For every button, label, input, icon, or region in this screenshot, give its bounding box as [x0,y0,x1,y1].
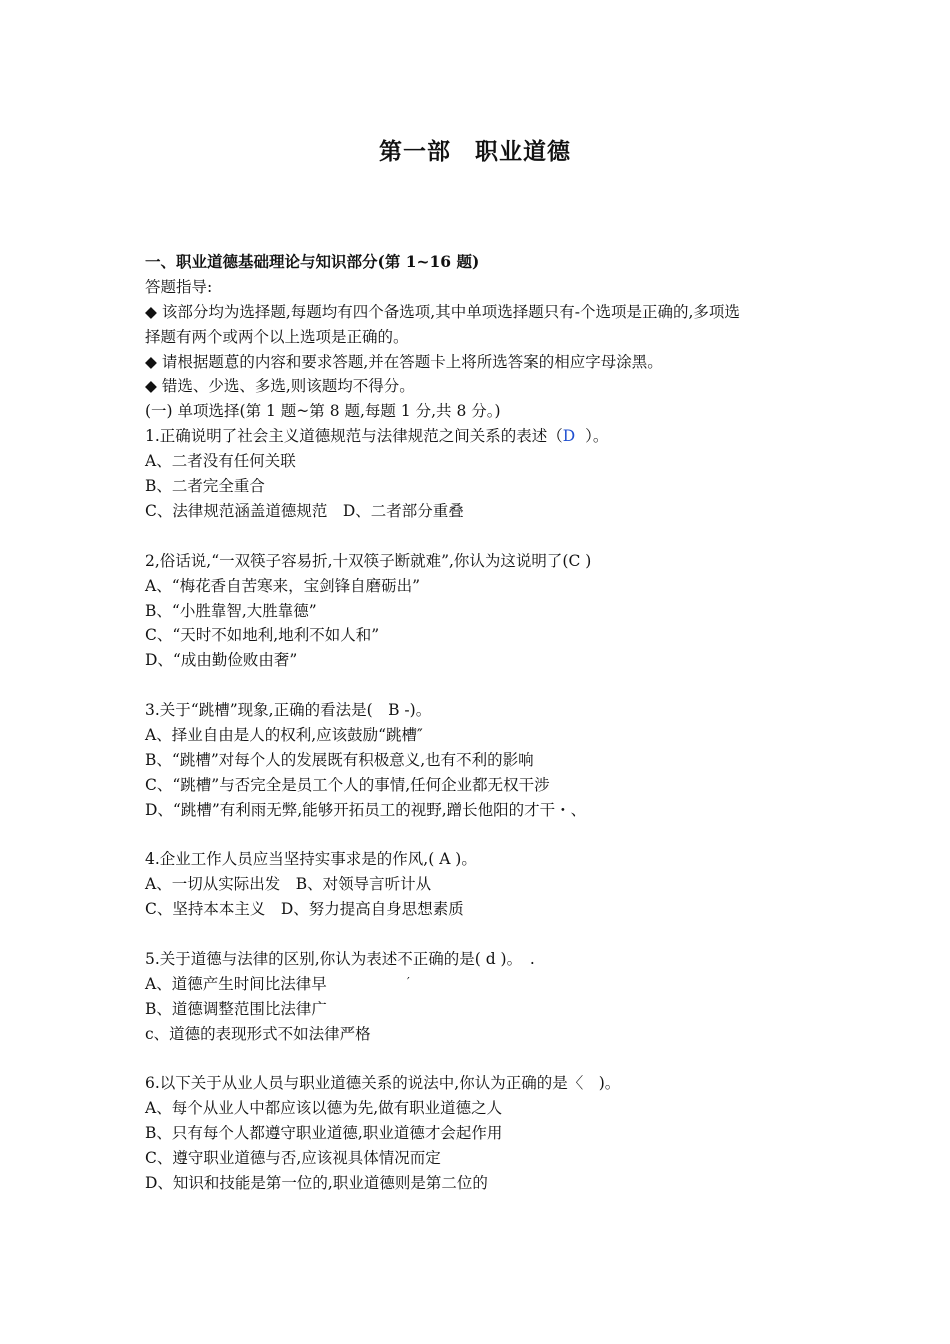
spacer [145,1047,745,1072]
question-stem: 5.关于道德与法律的区别,你认为表述不正确的是( d )。 . [145,949,535,968]
question-stem-text: 1.正确说明了社会主义道德规范与法律规范之间关系的表述（ [145,427,563,446]
option: c、道德的表现形式不如法律严格 [145,1024,371,1043]
option: B、“跳槽”对每个人的发展既有积极意义,也有不利的影响 [145,750,534,769]
option: A、一切从实际出发 B、对领导言听计从 [145,875,432,894]
spacer [145,524,745,549]
option: C、“跳槽”与否完全是员工个人的事情,任何企业都无权干涉 [145,775,550,794]
section-heading: 一、职业道德基础理论与知识部分(第 1~16 题) [145,252,480,271]
option: C、遵守职业道德与否,应该视具体情况而定 [145,1149,441,1168]
question-stem: 3.关于“跳槽”现象,正确的看法是( B -)。 [145,701,432,720]
subsection-heading: (一) 单项选择(第 1 题~第 8 题,每题 1 分,共 8 分。) [145,402,501,421]
option: C、法律规范涵盖道德规范 D、二者部分重叠 [145,501,464,520]
option: C、坚持本本主义 D、努力提高自身思想素质 [145,900,464,919]
page-title: 第一部 职业道德 [379,138,571,165]
spacer [145,823,745,848]
answer-mark: D [562,427,576,446]
option: D、“成由勤俭败由奢” [145,651,298,670]
option: B、只有每个人都遵守职业道德,职业道德才会起作用 [145,1124,503,1143]
guide-label: 答题指导: [145,277,213,296]
stray-mark: ′ [407,974,410,989]
option [145,972,745,997]
spacer [145,922,745,947]
guide-item: ◆ 错选、少选、多选,则该题均不得分。 [145,377,415,396]
option: B、“小胜靠智,大胜靠德” [145,601,317,620]
option: C、“天时不如地利,地利不如人和” [145,626,380,645]
option: A、二者没有任何关联 [145,452,296,471]
question-stem: 4.企业工作人员应当坚持实事求是的作风,( A )。 [145,850,477,869]
option: D、知识和技能是第一位的,职业道德则是第二位的 [145,1173,488,1192]
question-stem: 6.以下关于从业人员与职业道德关系的说法中,你认为正确的是〈 )。 [145,1074,621,1093]
question-stem: 2,俗话说,“一双筷子容易折,十双筷子断就难”,你认为这说明了(C ) [145,551,592,570]
guide-item: ◆ 该部分均为选择题,每题均有四个备选项,其中单项选择题只有-个选项是正确的,多项选择题有两个或两个以上选项是正确的。 [145,302,740,346]
question-stem [145,424,745,449]
option: A、“梅花香自苦寒来，宝剑锋自磨砺出” [145,576,421,595]
option: B、二者完全重合 [145,477,265,496]
option-text: A、道德产生时间比法律早 [145,974,327,993]
option: A、择业自由是人的权利,应该鼓励“跳槽″ [145,725,423,744]
option: B、道德调整范围比法律广 [145,999,327,1018]
option: D、“跳槽”有利雨无弊,能够开拓员工的视野,蹭长他阳的才干・、 [145,800,587,819]
option: A、每个从业人中都应该以德为先,做有职业道德之人 [145,1099,503,1118]
question-stem-text: ）。 [575,427,609,446]
document-body [145,250,745,1196]
guide-item: ◆ 请根据题蒠的内容和要求答题,并在答题卡上将所选答案的相应字母涂黑。 [145,352,663,371]
spacer [145,673,745,698]
